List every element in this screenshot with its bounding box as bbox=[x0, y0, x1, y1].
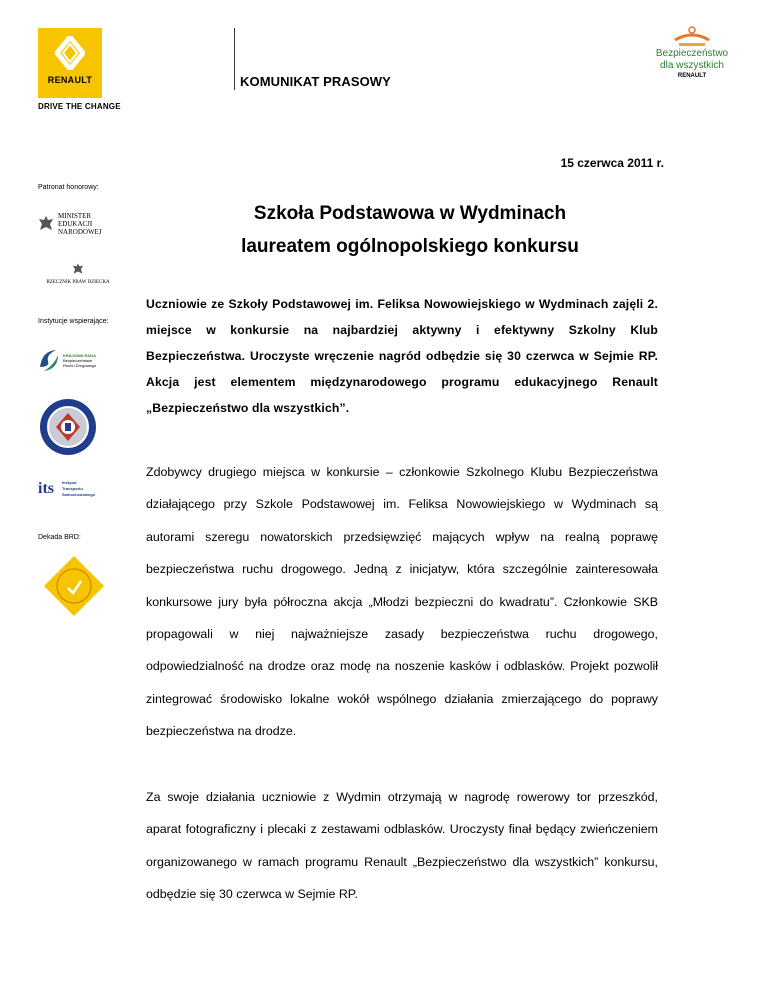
minister-line2: EDUKACJI bbox=[58, 220, 93, 228]
its-logo bbox=[38, 478, 108, 500]
eagle-emblem-icon bbox=[38, 214, 54, 236]
program-logo-brand: RENAULT bbox=[677, 73, 707, 79]
article-title-line1: Szkoła Podstawowa w Wydminach bbox=[253, 203, 567, 224]
body-paragraph-3: Za swoje działania uczniowie z Wydmin otrzymają w nagrodę rowerowy tor przeszkód, aparat fotograficzny i plecaki z zestawami odblasków. Uroczysty finał będący zwieńczeniem organizowanego w ramach programu Renault „Bezpieczeństwo dla wszystkich” konkursu, odbędzie się 30 czerwca w Sejmie RP. bbox=[146, 790, 658, 902]
program-logo bbox=[652, 26, 732, 90]
rzecznik-label: RZECZNIK PRAW DZIECKA bbox=[46, 280, 110, 285]
body-paragraph-2: Zdobywcy drugiego miejsca w konkursie – członkowie Szkolnego Klubu Bezpieczeństwa działającego przy Szkole Podstawowej im. Feliksa Nowowiejskiego w Wydminach są autorami szeregu nowatorskich przedsięwzięć mających wpływ na realną poprawę bezpieczeństwa ruchu drogowego. Jedną z inicjatyw, która szczególnie zainteresowała konkursowe jury była półroczna akcja „Młodzi bezpieczni do kwadratu”. Członkowie SKB propagowali w niej najważniejsze zasady bezpieczeństwa ruchu drogowego, odpowiedzialność na drodze oraz modę na noszenie kasków i odblasków. Projekt pozwolił zintegrować środowisko lokalne wokół wspólnego działania zmierzającego do poprawy bezpieczeństwa na drodze. bbox=[146, 465, 658, 739]
patronat-label: Patronat honorowy: bbox=[38, 184, 99, 191]
instytucje-label: Instytucje wspierające: bbox=[38, 318, 109, 325]
krajowa-rada-logo bbox=[38, 343, 98, 377]
minister-logo bbox=[38, 210, 128, 240]
lead-paragraph: Uczniowie ze Szkoły Podstawowej im. Feliksa Nowowiejskiego w Wydminach zajęli 2. miejsce w konkursie na najbardziej aktywny i efektywny Szkolny Klub Bezpieczeństwa. Uroczyste wręczenie nagród odbędzie się 30 czerwca w Sejmie RP. Akcja jest elementem międzynarodowego programu edukacyjnego Renault „Bezpieczeństwo dla wszystkich”. bbox=[146, 297, 658, 415]
dekada-brd-badge bbox=[42, 554, 106, 618]
renault-logo bbox=[38, 28, 102, 98]
krajowa-line2: Bezpieczeństwa bbox=[63, 358, 92, 363]
its-line3: Samochodowego bbox=[62, 492, 96, 497]
dekada-label: Dekada BRD: bbox=[38, 534, 81, 541]
krajowa-line3: Ruchu Drogowego bbox=[63, 363, 97, 368]
police-gear-badge-icon bbox=[38, 397, 98, 457]
minister-line1: MINISTER bbox=[58, 212, 92, 220]
dekada-diamond-badge-icon bbox=[42, 554, 106, 618]
document-type: KOMUNIKAT PRASOWY bbox=[240, 74, 391, 89]
its-line2: Transportu bbox=[62, 486, 83, 491]
rzecznik-logo bbox=[38, 262, 118, 290]
krbrd-swirl-icon bbox=[38, 347, 60, 373]
police-badge-logo bbox=[38, 397, 98, 457]
renault-wordmark: RENAULT bbox=[47, 75, 93, 85]
renault-diamond-icon bbox=[55, 36, 85, 70]
slogan: DRIVE THE CHANGE bbox=[38, 102, 121, 111]
program-logo-line2: dla wszystkich bbox=[660, 60, 724, 71]
header-divider bbox=[234, 28, 235, 90]
article-title-line2: laureatem ogólnopolskiego konkursu bbox=[241, 236, 579, 257]
press-date: 15 czerwca 2011 r. bbox=[560, 156, 664, 170]
program-figure-icon bbox=[671, 26, 713, 48]
program-logo-line1: Bezpieczeństwo bbox=[655, 48, 729, 59]
minister-line3: NARODOWEJ bbox=[58, 228, 102, 236]
eagle-emblem-icon bbox=[71, 262, 85, 278]
krajowa-line1: KRAJOWA RADA bbox=[63, 353, 96, 358]
its-line1: Instytut bbox=[62, 480, 77, 485]
its-mark-icon: its bbox=[38, 480, 54, 497]
